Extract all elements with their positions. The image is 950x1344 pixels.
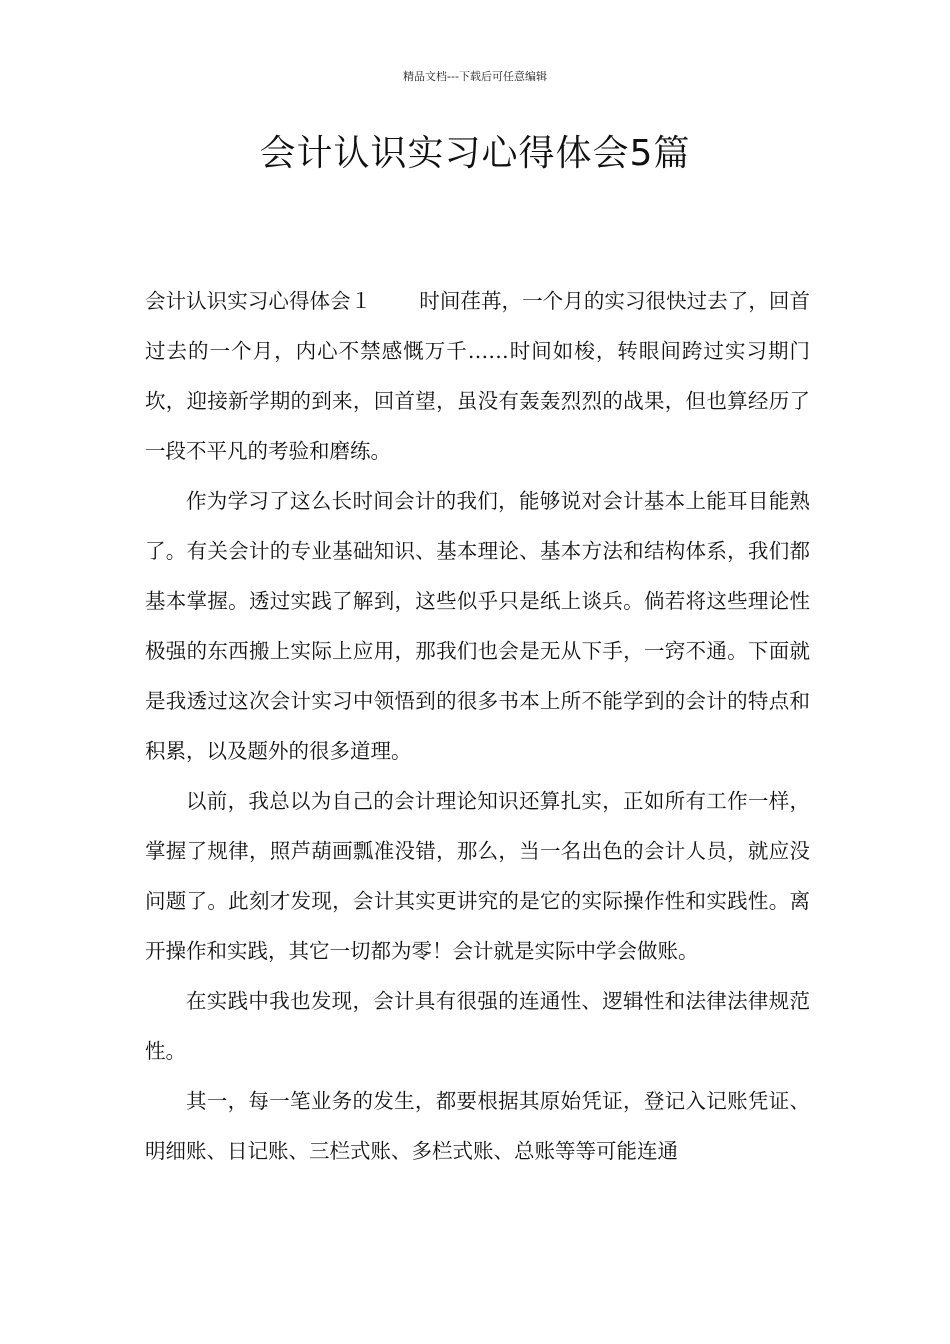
document-title: 会计认识实习心得体会5篇 (259, 133, 691, 174)
paragraph-1 (145, 276, 810, 476)
document-body (145, 276, 810, 1176)
paragraph-2: 作为学习了这么长时间会计的我们，能够说对会计基本上能耳目能熟了。有关会计的专业基础知识、基本理论、基本方法和结构体系，我们都基本掌握。透过实践了解到，这些似乎只是纸上谈兵。倘若将这些理论性极强的东西搬上实际上应用，那我们也会是无从下手，一窍不通。下面就是我透过这次会计实习中领悟到的很多书本上所不能学到的会计的特点和积累，以及题外的很多道理。 (145, 489, 810, 763)
section-heading: 会计认识实习心得体会１ (145, 289, 372, 313)
paragraph-1-text: 时间荏苒，一个月的实习很快过去了，回首过去的一个月，内心不禁感慨万千……时间如梭，转眼间跨过实习期门坎，迎接新学期的到来，回首望，虽没有轰轰烈烈的战果，但也算经历了一段不平凡的考验和磨练。 (145, 289, 811, 463)
paragraph-4: 在实践中我也发现，会计具有很强的连通性、逻辑性和法律法律规范性。 (145, 989, 810, 1063)
header-note: 精品文档---下载后可任意编辑 (403, 70, 547, 83)
paragraph-3: 以前，我总以为自己的会计理论知识还算扎实，正如所有工作一样，掌握了规律，照芦葫画瓢准没错，那么，当一名出色的会计人员，就应没问题了。此刻才发现，会计其实更讲究的是它的实际操作性和实践性。离开操作和实践，其它一切都为零！会计就是实际中学会做账。 (145, 789, 810, 963)
paragraph-5: 其一，每一笔业务的发生，都要根据其原始凭证，登记入记账凭证、明细账、日记账、三栏式账、多栏式账、总账等等可能连通 (145, 1089, 810, 1163)
